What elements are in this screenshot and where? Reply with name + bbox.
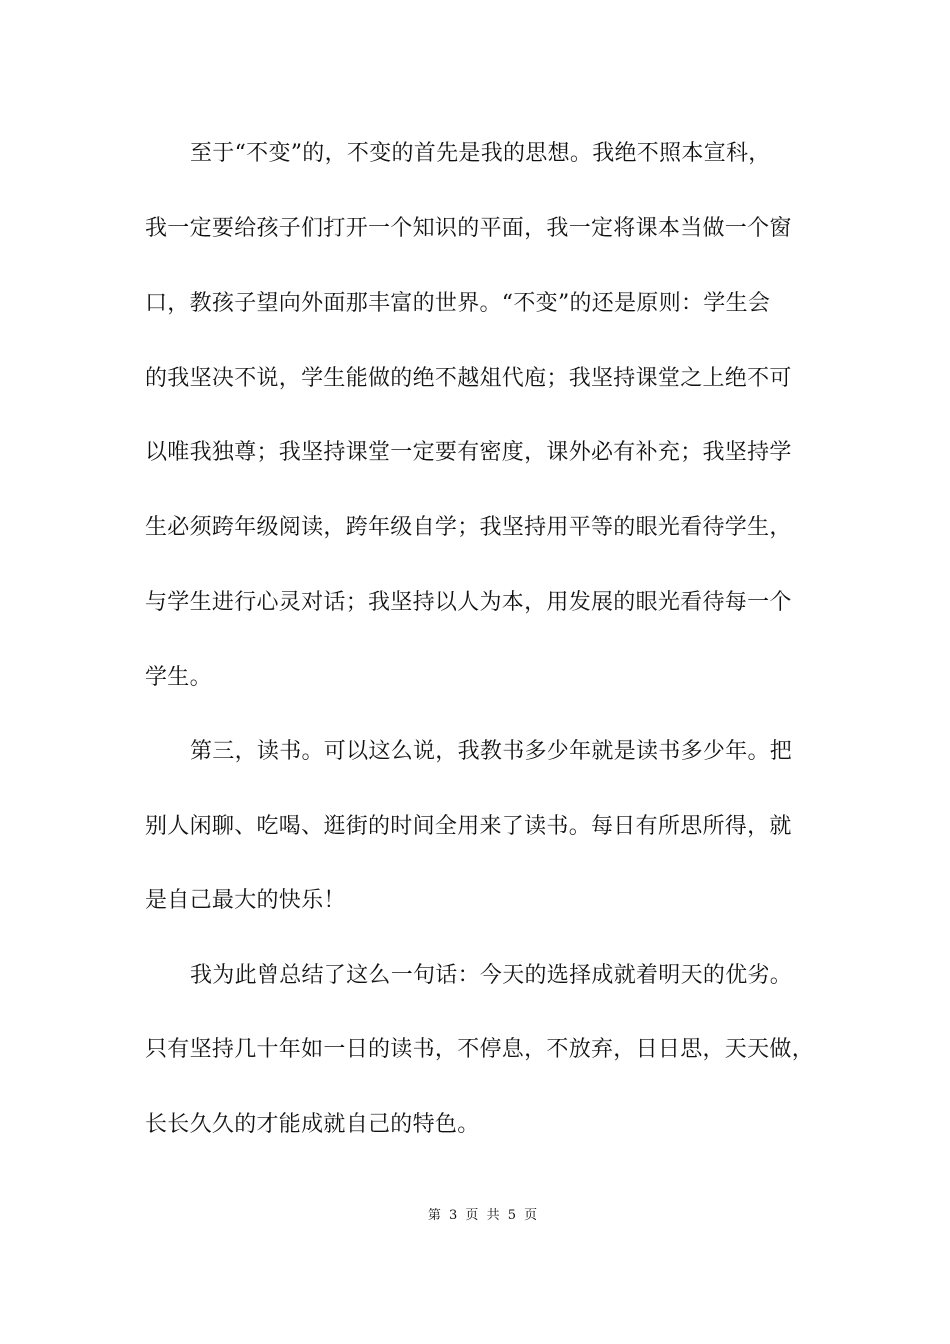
text-line-6: 生必须跨年级阅读，跨年级自学；我坚持用平等的眼光看待学生，: [145, 515, 792, 540]
text-line-3: 口，教孩子望向外面那丰富的世界。“不变”的还是原则：学生会: [145, 291, 771, 316]
text-line-4: 的我坚决不说，学生能做的绝不越俎代庖；我坚持课堂之上绝不可: [145, 366, 792, 391]
footer-page-word: 页: [465, 1208, 479, 1223]
text-line-7: 与学生进行心灵对话；我坚持以人为本，用发展的眼光看待每一个: [145, 590, 792, 615]
footer-prefix: 第: [427, 1208, 441, 1223]
footer-total-pages: 5: [507, 1208, 516, 1223]
text-line-14: 长长久久的才能成就自己的特色。: [145, 1112, 480, 1137]
text-line-13: 只有坚持几十年如一日的读书，不停息，不放弃，日日思，天天做，: [145, 1037, 815, 1062]
footer-suffix: 页: [524, 1208, 538, 1223]
page-footer: [0, 1207, 950, 1225]
text-line-2: 我一定要给孩子们打开一个知识的平面，我一定将课本当做一个窗: [145, 216, 792, 241]
text-line-9: 第三，读书。可以这么说，我教书多少年就是读书多少年。把: [190, 739, 793, 764]
text-line-8: 学生。: [145, 665, 212, 690]
footer-current-page: 3: [448, 1208, 458, 1223]
text-line-10: 别人闲聊、吃喝、逛街的时间全用来了读书。每日有所思所得，就: [145, 814, 792, 839]
text-line-1: 至于“不变”的，不变的首先是我的思想。我绝不照本宣科，: [190, 141, 771, 166]
text-line-5: 以唯我独尊；我坚持课堂一定要有密度，课外必有补充；我坚持学: [145, 440, 792, 465]
text-line-11: 是自己最大的快乐！: [145, 888, 346, 913]
text-line-12: 我为此曾总结了这么一句话：今天的选择成就着明天的优劣。: [190, 963, 793, 988]
footer-total-word: 共: [486, 1208, 500, 1223]
